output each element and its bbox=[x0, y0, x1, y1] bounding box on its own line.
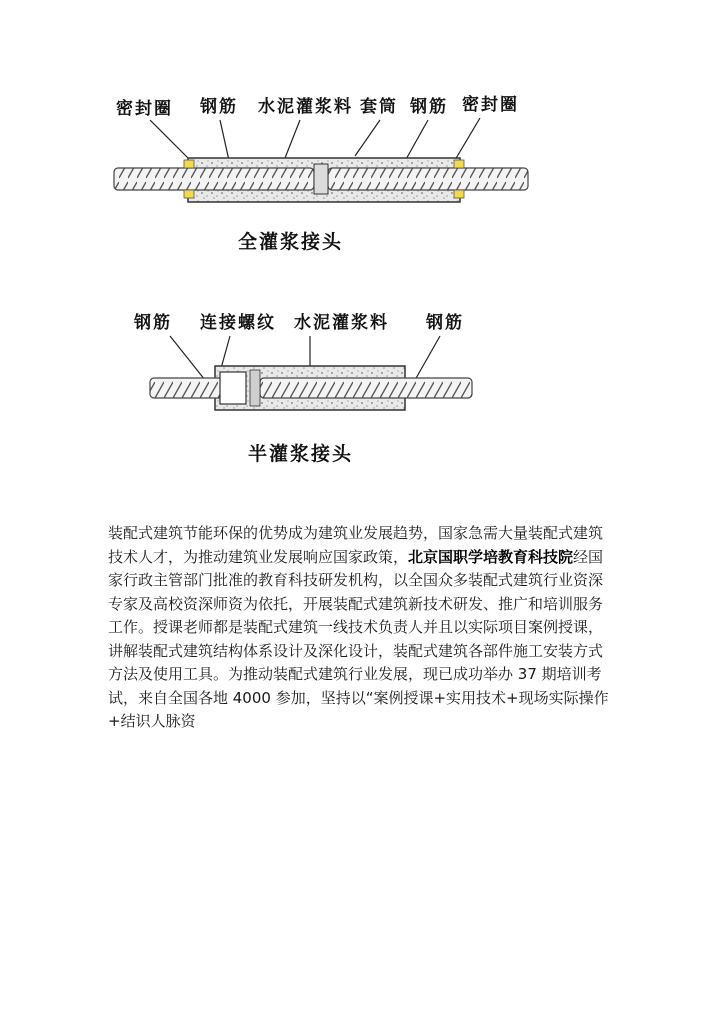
label-seal-ring-left: 密封圈 bbox=[116, 99, 173, 119]
full-grout-caption: 全灌浆接头 bbox=[238, 231, 344, 253]
intro-paragraph bbox=[108, 522, 613, 734]
label-rebar-b-right: 钢筋 bbox=[426, 313, 464, 333]
half-grout-caption: 半灌浆接头 bbox=[248, 443, 354, 465]
full-grout-joint-figure bbox=[114, 94, 528, 253]
institute-name: 北京国职学培教育科技院 bbox=[408, 547, 574, 566]
label-rebar-right: 钢筋 bbox=[410, 97, 448, 117]
half-grout-joint-figure bbox=[133, 312, 472, 465]
paragraph-text-part1: 装配式建筑节能环保的优势成为建筑业发展趋势，国家急需大量装配式建筑技术人才，为推动建筑业发展响应国家政策， bbox=[108, 524, 604, 566]
grout-sleeve-diagram bbox=[110, 80, 550, 485]
label-seal-ring-right: 密封圈 bbox=[462, 95, 519, 115]
paragraph-text-part2: 经国家行政主管部门批准的教育科技研发机构，以全国众多装配式建筑行业资深专家及高校资深师资为依托，开展装配式建筑新技术研发、推广和培训服务工作。授课老师都是装配式建筑一线技术负责人并且以实际项目案例授课，讲解装配式建筑结构体系设计及深化设计，装配式建筑各部件施工安装方式方法及使用工具。为推动装配式建筑行业发展，现已成功举办 37 期培训考试，来自全国各地 4000 参加，坚持以“案例授课+实用技术+现场实际操作+结识人脉资 bbox=[108, 547, 609, 730]
label-grout: 水泥灌浆料 bbox=[258, 97, 353, 117]
label-thread: 连接螺纹 bbox=[200, 313, 276, 333]
label-rebar-b-left: 钢筋 bbox=[134, 313, 172, 333]
label-sleeve: 套筒 bbox=[360, 97, 398, 117]
label-grout-b: 水泥灌浆料 bbox=[294, 313, 389, 333]
label-rebar-left: 钢筋 bbox=[200, 97, 238, 117]
grout-sleeve-illustration bbox=[110, 80, 550, 485]
